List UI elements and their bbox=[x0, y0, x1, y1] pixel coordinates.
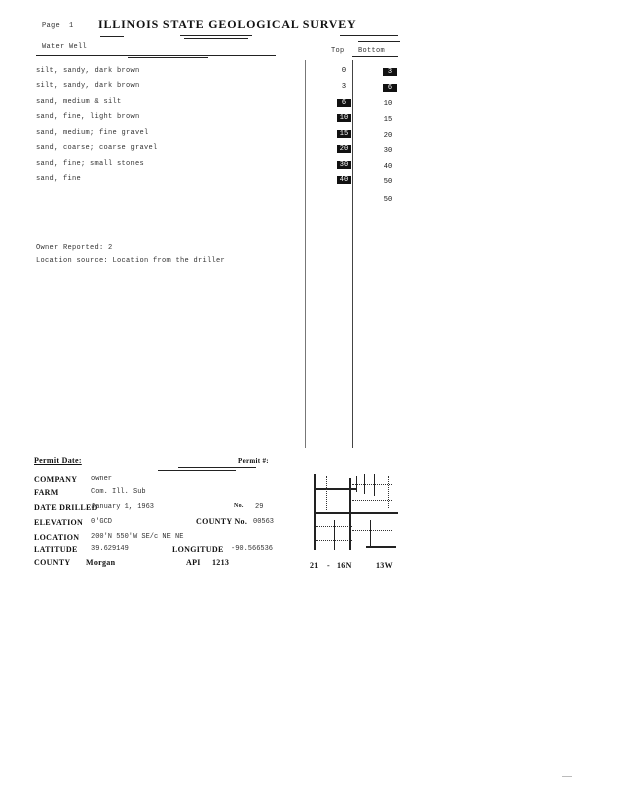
header-divider bbox=[180, 35, 252, 36]
section-dash: - bbox=[327, 561, 330, 570]
section-underline bbox=[36, 55, 276, 56]
permit-date-underline bbox=[178, 467, 256, 468]
log-row-top: 20 bbox=[337, 145, 351, 153]
log-row-description: sand, fine; small stones bbox=[36, 160, 145, 168]
location-label: LOCATION bbox=[34, 533, 80, 542]
latitude-label: LATITUDE bbox=[34, 545, 78, 554]
grid-line bbox=[374, 474, 375, 496]
section-label: Water Well bbox=[42, 43, 88, 51]
section-value: 21 bbox=[310, 561, 319, 570]
api-value: 1213 bbox=[212, 558, 230, 567]
farm-label: FARM bbox=[34, 488, 59, 497]
log-row-top: 0 bbox=[341, 67, 347, 75]
owner-reported-note: Owner Reported: 2 bbox=[36, 244, 113, 252]
company-value: owner bbox=[91, 475, 113, 483]
longitude-value: -90.566536 bbox=[231, 545, 274, 553]
log-row-bottom: 20 bbox=[383, 132, 393, 140]
log-row-description: sand, medium; fine gravel bbox=[36, 129, 149, 137]
latitude-value: 39.629149 bbox=[91, 545, 129, 553]
header-divider bbox=[100, 36, 124, 37]
grid-dotted-line bbox=[316, 540, 352, 541]
header-divider bbox=[184, 38, 248, 39]
log-row-description: sand, medium & silt bbox=[36, 98, 122, 106]
farm-value: Com. Ill. Sub bbox=[91, 488, 146, 496]
log-row-top: 40 bbox=[337, 176, 351, 184]
county-value: Morgan bbox=[86, 558, 116, 567]
log-row-top: 6 bbox=[337, 99, 351, 107]
column-divider bbox=[352, 60, 353, 448]
county-label: COUNTY bbox=[34, 558, 71, 567]
grid-dotted-line bbox=[316, 526, 352, 527]
longitude-label: LONGITUDE bbox=[172, 545, 224, 554]
grid-line bbox=[334, 520, 335, 550]
location-source-note: Location source: Location from the driller bbox=[36, 257, 226, 265]
top-column-header: Top bbox=[331, 47, 345, 55]
permit-number-label: Permit #: bbox=[238, 457, 269, 465]
section-underline bbox=[128, 57, 208, 58]
api-label: API bbox=[186, 558, 201, 567]
section-grid bbox=[306, 472, 398, 552]
log-row-top: 10 bbox=[337, 114, 351, 122]
log-row-bottom: 6 bbox=[383, 84, 397, 92]
column-header-line bbox=[358, 41, 400, 42]
total-depth: 50 bbox=[383, 196, 393, 204]
bottom-column-header: Bottom bbox=[358, 47, 386, 55]
permit-date-underline bbox=[158, 470, 236, 471]
log-row-description: silt, sandy, dark brown bbox=[36, 82, 140, 90]
company-label: COMPANY bbox=[34, 475, 78, 484]
log-row-bottom: 30 bbox=[383, 147, 393, 155]
date-drilled-value: January 1, 1963 bbox=[91, 503, 155, 511]
well-number-label: No. bbox=[234, 503, 244, 509]
county-number-value: 00563 bbox=[253, 518, 275, 526]
log-row-top: 15 bbox=[337, 130, 351, 138]
log-row-bottom: 10 bbox=[383, 100, 393, 108]
elevation-value: 0'GCD bbox=[91, 518, 113, 526]
column-header-line bbox=[352, 56, 398, 57]
elevation-label: ELEVATION bbox=[34, 518, 84, 527]
column-divider bbox=[305, 60, 306, 448]
grid-dotted-line bbox=[352, 530, 392, 531]
grid-line bbox=[314, 488, 356, 490]
township-value: 16N bbox=[337, 561, 352, 570]
well-number-value: 29 bbox=[255, 503, 264, 511]
log-row-top: 3 bbox=[341, 83, 347, 91]
log-row-description: sand, coarse; coarse gravel bbox=[36, 144, 158, 152]
page-title: ILLINOIS STATE GEOLOGICAL SURVEY bbox=[98, 17, 357, 31]
log-row-bottom: 50 bbox=[383, 178, 393, 186]
location-value: 200'N 550'W SE/c NE NE bbox=[91, 533, 184, 541]
date-drilled-label: DATE DRILLED bbox=[34, 503, 98, 512]
range-value: 13W bbox=[376, 561, 393, 570]
scan-speck bbox=[562, 776, 572, 777]
grid-dotted-line bbox=[352, 484, 392, 485]
log-row-bottom: 15 bbox=[383, 116, 393, 124]
page-label: Page 1 bbox=[42, 22, 74, 30]
log-row-bottom: 40 bbox=[383, 163, 393, 171]
grid-line bbox=[314, 512, 398, 514]
permit-date-label: Permit Date: bbox=[34, 456, 82, 465]
log-row-description: silt, sandy, dark brown bbox=[36, 67, 140, 75]
county-number-label: COUNTY No. bbox=[196, 517, 248, 526]
log-row-bottom: 3 bbox=[383, 68, 397, 76]
grid-line bbox=[370, 520, 371, 548]
log-row-description: sand, fine bbox=[36, 175, 82, 183]
grid-dotted-line bbox=[352, 500, 392, 501]
log-row-top: 30 bbox=[337, 161, 351, 169]
grid-dotted-line bbox=[388, 476, 389, 508]
header-divider bbox=[340, 35, 398, 36]
log-row-description: sand, fine, light brown bbox=[36, 113, 140, 121]
grid-dotted-line bbox=[326, 476, 327, 510]
